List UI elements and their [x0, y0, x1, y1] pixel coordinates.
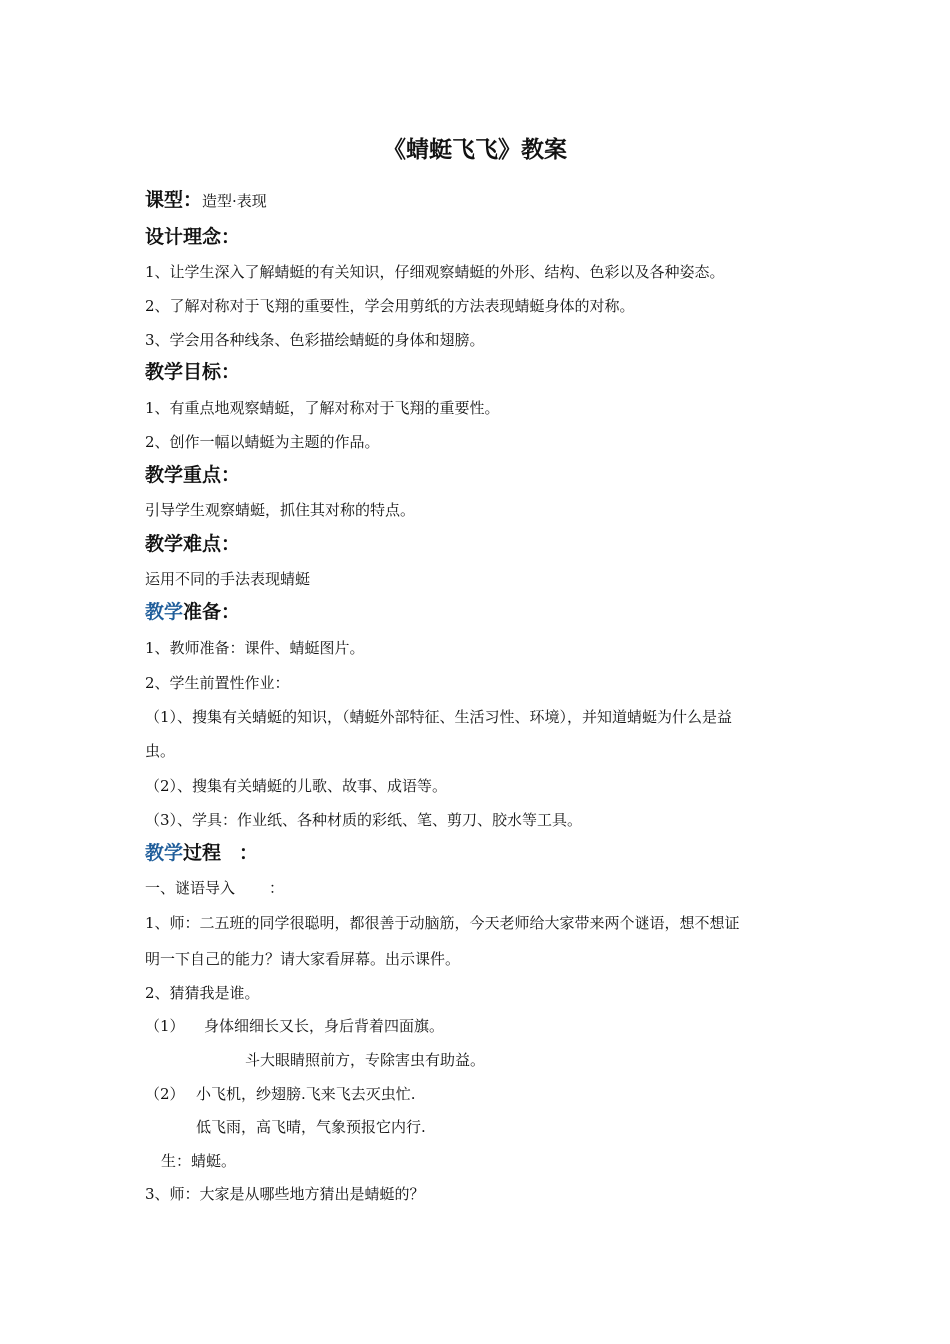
- preparation-item: 2、学生前置性作业：: [145, 674, 290, 692]
- preparation-heading-blue: 教学: [145, 601, 184, 623]
- riddle-1-line-2: 斗大眼睛照前方，专除害虫有助益。: [245, 1051, 486, 1069]
- process-heading-blue: 教学: [145, 842, 184, 864]
- design-concept-item: 2、了解对称对于飞翔的重要性，学会用剪纸的方法表现蜻蜓身体的对称。: [145, 297, 635, 315]
- preparation-heading-rest: 准备：: [183, 601, 241, 623]
- student-answer: 生：蜻蜓。: [161, 1152, 237, 1170]
- preparation-item: （1）、搜集有关蜻蜓的知识，（蜻蜓外部特征、生活习性、环境），并知道蜻蜓为什么是益: [145, 708, 733, 726]
- process-heading: [145, 840, 258, 866]
- preparation-heading: [145, 599, 240, 625]
- course-type-value: 造型·表现: [202, 192, 267, 210]
- preparation-item: 虫。: [145, 742, 176, 760]
- design-concept-item: 1、让学生深入了解蜻蜓的有关知识，仔细观察蜻蜓的外形、结构、色彩以及各种姿态。: [145, 263, 725, 281]
- design-concept-heading: 设计理念：: [145, 226, 241, 248]
- riddle-2-number: （2）: [145, 1085, 185, 1103]
- riddle-2-line-2: 低飞雨，高飞晴，气象预报它内行.: [196, 1118, 426, 1136]
- difficulty-heading: 教学难点：: [145, 533, 241, 555]
- course-type-row: [145, 187, 267, 214]
- preparation-item: 1、教师准备：课件、蜻蜓图片。: [145, 639, 365, 657]
- section-title: [145, 878, 284, 898]
- goals-heading: 教学目标：: [145, 361, 241, 383]
- goal-item: 1、有重点地观察蜻蜓，了解对称对于飞翔的重要性。: [145, 399, 500, 417]
- riddle-1-number: （1）: [145, 1017, 185, 1035]
- preparation-item: （2）、搜集有关蜻蜓的儿歌、故事、成语等。: [145, 777, 448, 795]
- preparation-item: （3）、学具：作业纸、各种材质的彩纸、笔、剪刀、胶水等工具。: [145, 811, 583, 829]
- section1-title: 一、谜语导入: [145, 879, 236, 897]
- document-title: 《蜻蜓飞飞》教案: [383, 137, 567, 163]
- teacher-question: 3、师：大家是从哪些地方猜出是蜻蜓的？: [145, 1185, 425, 1203]
- process-line: 1、师：二五班的同学很聪明，都很善于动脑筋，今天老师给大家带来两个谜语，想不想证: [145, 914, 740, 932]
- section1-colon: ：: [269, 879, 285, 897]
- key-point-heading: 教学重点：: [145, 464, 241, 486]
- goal-item: 2、创作一幅以蜻蜓为主题的作品。: [145, 433, 380, 451]
- riddle-1-line-1: 身体细细长又长，身后背着四面旗。: [204, 1017, 445, 1035]
- key-point-text: 引导学生观察蜻蜓，抓住其对称的特点。: [145, 501, 416, 519]
- process-heading-colon: ：: [239, 842, 259, 864]
- course-type-label: 课型：: [145, 189, 203, 211]
- process-line: 2、猜猜我是谁。: [145, 984, 260, 1002]
- riddle-2-line-1: 小飞机，纱翅膀.飞来飞去灭虫忙.: [196, 1085, 416, 1103]
- process-heading-rest: 过程: [183, 842, 222, 864]
- difficulty-text: 运用不同的手法表现蜻蜓: [145, 570, 311, 588]
- design-concept-item: 3、学会用各种线条、色彩描绘蜻蜓的身体和翅膀。: [145, 331, 485, 349]
- process-line: 明一下自己的能力？请大家看屏幕。出示课件。: [145, 950, 461, 968]
